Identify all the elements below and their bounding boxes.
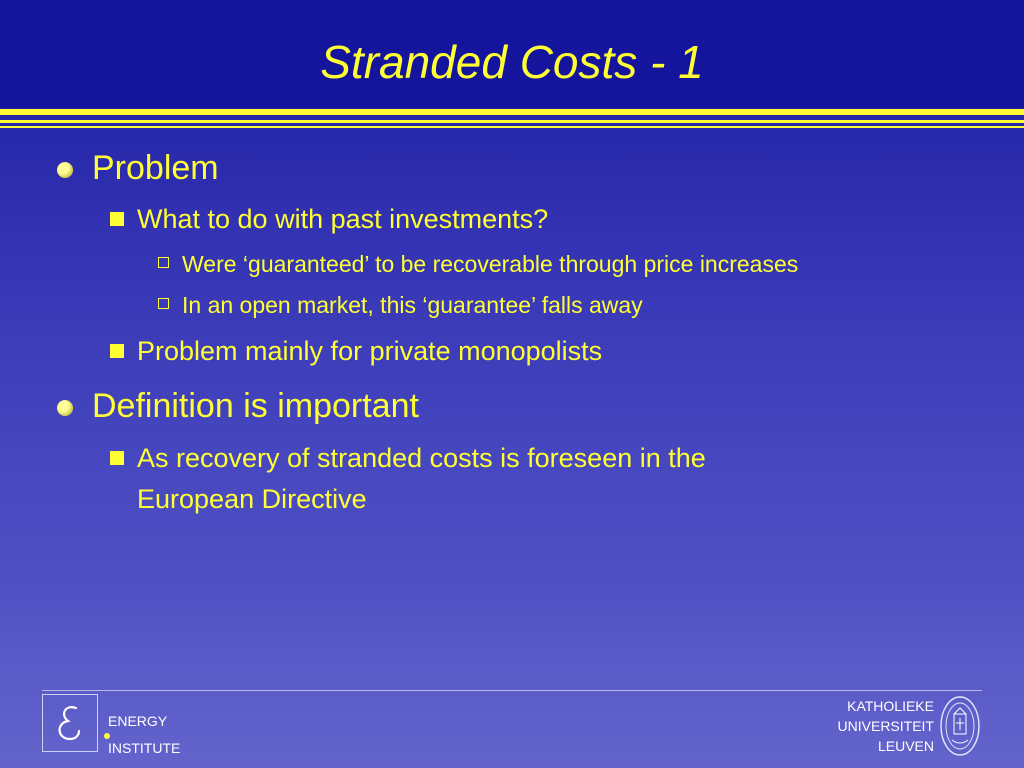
title-divider-thick — [0, 109, 1024, 115]
ku-line-3: LEUVEN — [877, 738, 934, 754]
round-bullet-icon — [57, 162, 73, 178]
bullet-private-monopolists: Problem mainly for private monopolists — [137, 336, 603, 366]
energy-label: ENERGY — [108, 713, 168, 729]
hollow-square-bullet-icon — [158, 257, 169, 268]
bullet-past-investments: What to do with past investments? — [137, 204, 549, 234]
title-divider-thin — [0, 126, 1024, 128]
ku-line-2: UNIVERSITEIT — [837, 718, 934, 734]
energy-institute-logo-icon — [42, 694, 98, 752]
title-divider-medium — [0, 120, 1024, 123]
bullet-definition: Definition is important — [92, 387, 419, 425]
university-name — [838, 696, 934, 756]
ku-leuven-seal-icon — [939, 694, 981, 758]
slide-title: Stranded Costs - 1 — [320, 36, 704, 88]
square-bullet-icon — [110, 344, 124, 358]
ku-line-1: KATHOLIEKE — [847, 698, 934, 714]
round-bullet-icon — [57, 400, 73, 416]
bullet-guaranteed: Were ‘guaranteed’ to be recoverable through price increases — [182, 251, 799, 277]
energy-institute-text — [108, 708, 180, 762]
square-bullet-icon — [110, 451, 124, 465]
bullet-stranded-costs-line2: European Directive — [137, 484, 367, 514]
bullet-open-market: In an open market, this ‘guarantee’ falls away — [182, 292, 643, 318]
square-bullet-icon — [110, 212, 124, 226]
hollow-square-bullet-icon — [158, 298, 169, 309]
institute-label: INSTITUTE — [108, 740, 181, 756]
footer-divider — [42, 690, 982, 691]
title-bar — [0, 0, 1024, 108]
bullet-stranded-costs-line1: As recovery of stranded costs is foreseen in the — [137, 443, 706, 473]
bullet-problem: Problem — [92, 149, 219, 187]
